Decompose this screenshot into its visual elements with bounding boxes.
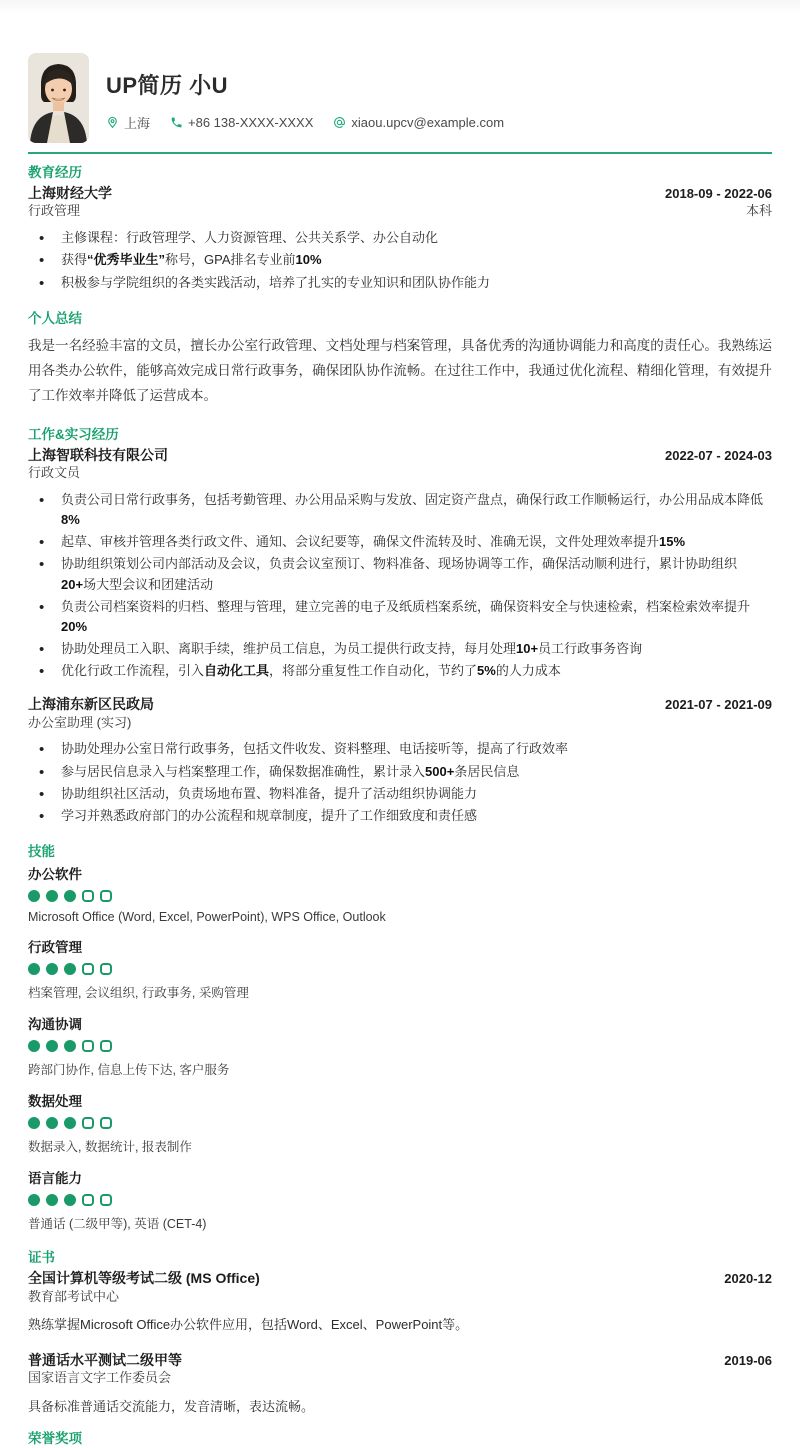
skill-dot-filled	[28, 1117, 40, 1129]
page-top-shadow	[0, 0, 800, 14]
section-summary	[28, 311, 772, 409]
header-divider	[28, 152, 772, 154]
skill-name: 语言能力	[28, 1171, 82, 1187]
education-entry-sub	[28, 203, 772, 220]
profile-photo	[28, 53, 89, 143]
bullet-item: • 积极参与学院组织的各类实践活动，培养了扎实的专业知识和团队协作能力	[33, 273, 772, 293]
bullet-item: • 主修课程：行政管理学、人力资源管理、公共关系学、办公自动化	[33, 228, 772, 248]
certificate-issuer	[28, 1289, 772, 1306]
skill-dot-filled	[64, 963, 76, 975]
summary-text: 我是一名经验丰富的文员，擅长办公室行政管理、文档处理与档案管理，具备优秀的沟通协调能力和高度的责任心。我熟练运用各类办公软件，能够高效完成日常行政事务，确保团队协作流畅。在过往工作中，我通过优化流程、精细化管理，有效提升了工作效率并降低了运营成本。	[28, 337, 772, 403]
candidate-name: UP简历 小U	[106, 73, 229, 98]
skill-level-dots	[28, 890, 772, 902]
skill-detail: 档案管理, 会议组织, 行政事务, 采购管理	[28, 986, 249, 1001]
section-education	[28, 165, 772, 293]
skill-detail: 跨部门协作, 信息上传下达, 客户服务	[28, 1063, 230, 1078]
job-date: 2022-07 - 2024-03	[665, 447, 772, 463]
contact-location-text: 上海	[124, 116, 151, 131]
certificate-name: 全国计算机等级考试二级 (MS Office)	[28, 1270, 260, 1287]
bullet-item: • 协助组织社区活动，负责场地布置、物料准备，提升了活动组织协调能力	[33, 784, 772, 804]
bullet-item: • 起草、审核并管理各类行政文件、通知、会议纪要等，确保文件流转及时、准确无误，文件处理效率提升15%	[33, 532, 772, 552]
skill-dot-filled	[28, 963, 40, 975]
skill-dot-filled	[64, 890, 76, 902]
certificate-description: 熟练掌握Microsoft Office办公软件应用，包括Word、Excel、PowerPoint等。	[28, 1317, 469, 1333]
skill-dot-empty	[100, 963, 112, 975]
certificate-entry	[28, 1269, 772, 1335]
bullet-item: • 参与居民信息录入与档案整理工作，确保数据准确性，累计录入500+条居民信息	[33, 762, 772, 782]
skill-dot-empty	[82, 1194, 94, 1206]
skill-dot-empty	[100, 1040, 112, 1052]
company-name: 上海浦东新区民政局	[28, 696, 154, 713]
certificate-issuer-text: 国家语言文字工作委员会	[28, 1370, 172, 1386]
skill-name: 行政管理	[28, 940, 82, 956]
job-role: 行政文员	[28, 465, 81, 481]
education-date: 2018-09 - 2022-06	[665, 186, 772, 202]
job-bullets	[28, 739, 772, 826]
skill-dot-empty	[100, 890, 112, 902]
resume-header	[28, 53, 772, 143]
certificate-date: 2019-06	[724, 1352, 772, 1368]
education-section-title: 教育经历	[28, 165, 82, 180]
certificates-section-title: 证书	[28, 1250, 55, 1266]
section-certificates	[28, 1250, 772, 1416]
skill-level-dots	[28, 1040, 772, 1052]
skill-dot-filled	[28, 1194, 40, 1206]
skill-item	[28, 863, 772, 924]
bullet-item: • 负责公司日常行政事务，包括考勤管理、办公用品采购与发放、固定资产盘点，确保行政工作顺畅运行，办公用品成本降低8%	[33, 490, 772, 530]
skill-dot-empty	[82, 1040, 94, 1052]
bullet-item: • 优化行政工作流程，引入自动化工具，将部分重复性工作自动化，节约了5%的人力成本	[33, 661, 772, 681]
bullet-item: • 获得“优秀毕业生”称号，GPA排名专业前10%	[33, 250, 772, 270]
resume-page	[0, 14, 800, 1448]
skill-dot-empty	[100, 1194, 112, 1206]
certificate-entry-head	[28, 1269, 772, 1287]
skill-dot-filled	[64, 1194, 76, 1206]
skill-dot-filled	[64, 1040, 76, 1052]
job-entry-head	[28, 695, 772, 713]
experience-section-title: 工作&实习经历	[28, 426, 119, 442]
contact-location	[106, 113, 150, 132]
job-bullets	[28, 490, 772, 681]
job-entry-head	[28, 446, 772, 464]
header-text-block	[106, 53, 504, 132]
skill-dot-filled	[28, 1040, 40, 1052]
skill-item	[28, 1167, 772, 1232]
certificate-issuer	[28, 1370, 772, 1387]
skill-level-dots	[28, 1117, 772, 1129]
section-experience	[28, 427, 772, 826]
job-role: 办公室助理 (实习)	[28, 714, 132, 730]
education-entry-head	[28, 184, 772, 202]
skill-dot-filled	[28, 890, 40, 902]
summary-section-title: 个人总结	[28, 310, 82, 326]
skill-dot-filled	[46, 1117, 58, 1129]
certificate-entry	[28, 1351, 772, 1417]
skill-level-dots	[28, 1194, 772, 1206]
skill-dot-empty	[82, 1117, 94, 1129]
education-degree: 本科	[745, 203, 772, 219]
skill-dot-filled	[46, 963, 58, 975]
skill-name: 数据处理	[28, 1094, 82, 1110]
email-at-icon	[333, 116, 346, 129]
skill-dot-filled	[46, 1194, 58, 1206]
certificate-description: 具备标准普通话交流能力，发音清晰，表达流畅。	[28, 1398, 315, 1414]
certificate-date: 2020-12	[724, 1271, 772, 1287]
skill-detail: 数据录入, 数据统计, 报表制作	[28, 1140, 192, 1155]
phone-icon	[170, 116, 183, 129]
certificate-issuer-text: 教育部考试中心	[28, 1288, 120, 1304]
bullet-item: • 协助处理办公室日常行政事务，包括文件收发、资料整理、电话接听等，提高了行政效率	[33, 739, 772, 759]
contact-row	[106, 113, 504, 132]
bullet-item: • 协助组织策划公司内部活动及会议，负责会议室预订、物料准备、现场协调等工作，确保活动顺利进行，累计协助组织20+场大型会议和团建活动	[33, 554, 772, 594]
skill-detail: 普通话 (二级甲等), 英语 (CET-4)	[28, 1217, 207, 1232]
skills-section-title: 技能	[28, 843, 55, 859]
contact-phone-text: +86 138-XXXX-XXXX	[188, 115, 314, 130]
job-date: 2021-07 - 2021-09	[665, 697, 772, 713]
bullet-item: • 学习并熟悉政府部门的办公流程和规章制度，提升了工作细致度和责任感	[33, 806, 772, 826]
profile-photo-illustration	[28, 53, 89, 143]
job-entry	[28, 446, 772, 681]
skill-name: 沟通协调	[28, 1017, 82, 1033]
education-major: 行政管理	[28, 203, 81, 219]
skill-level-dots	[28, 963, 772, 975]
company-name: 上海智联科技有限公司	[28, 446, 168, 463]
bullet-item: • 负责公司档案资料的归档、整理与管理，建立完善的电子及纸质档案系统，确保资料安全与快速检索，档案检索效率提升20%	[33, 597, 772, 637]
job-entry-sub	[28, 715, 772, 732]
skill-item	[28, 1090, 772, 1155]
skill-name: 办公软件	[28, 867, 82, 883]
contact-email	[333, 115, 504, 130]
bullet-item: • 协助处理员工入职、离职手续，维护员工信息，为员工提供行政支持，每月处理10+员工行政事务咨询	[33, 639, 772, 659]
skill-item	[28, 936, 772, 1001]
skill-dot-filled	[46, 1040, 58, 1052]
skill-dot-empty	[82, 890, 94, 902]
section-awards	[28, 1431, 772, 1447]
location-pin-icon	[106, 116, 119, 129]
contact-email-text: xiaou.upcv@example.com	[351, 115, 505, 130]
certificate-name: 普通话水平测试二级甲等	[28, 1351, 182, 1368]
skill-dot-empty	[100, 1117, 112, 1129]
certificate-entry-head	[28, 1351, 772, 1369]
contact-phone	[170, 115, 313, 130]
school-name: 上海财经大学	[28, 185, 112, 202]
skill-dot-empty	[82, 963, 94, 975]
section-skills	[28, 844, 772, 1232]
skill-detail: Microsoft Office (Word, Excel, PowerPoint), WPS Office, Outlook	[28, 910, 386, 925]
job-entry-sub	[28, 465, 772, 482]
job-entry	[28, 695, 772, 826]
skill-dot-filled	[64, 1117, 76, 1129]
skill-dot-filled	[46, 890, 58, 902]
awards-section-title: 荣誉奖项	[28, 1431, 82, 1447]
skill-item	[28, 1013, 772, 1078]
education-bullets	[28, 228, 772, 292]
